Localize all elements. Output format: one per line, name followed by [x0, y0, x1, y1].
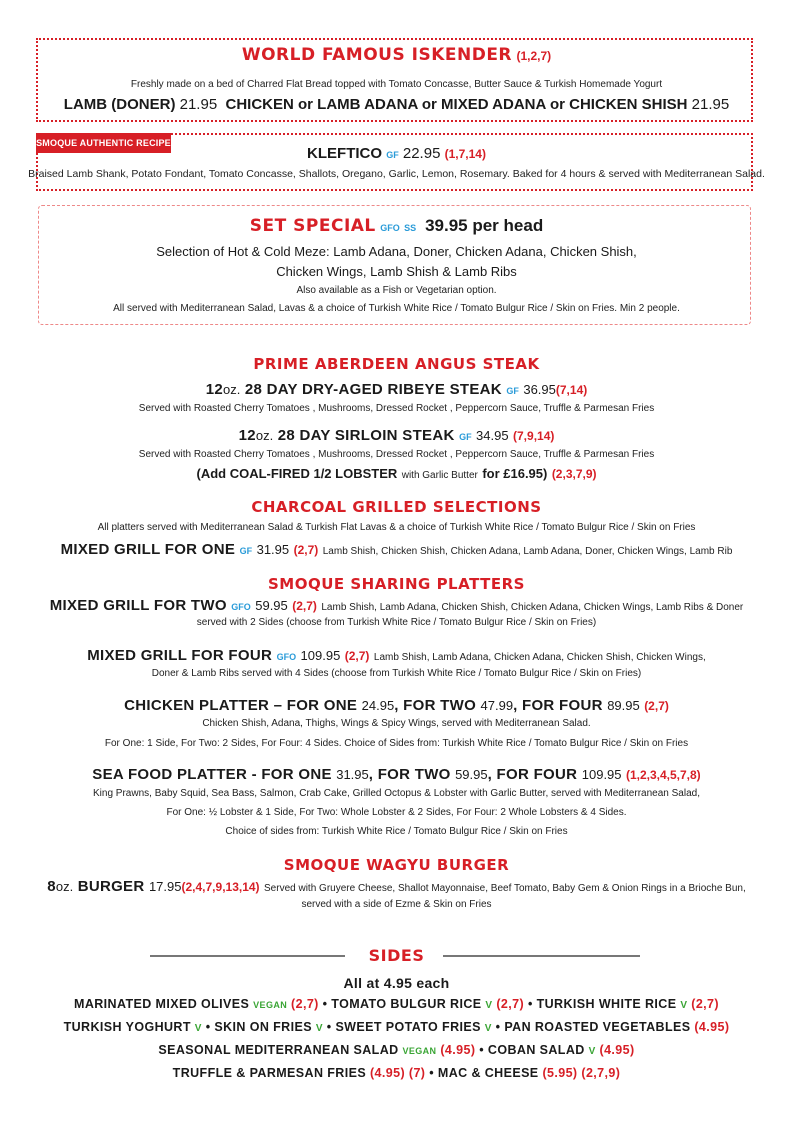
- sides-row-2: [0, 1020, 793, 1034]
- wagyu-section-title: SMOQUE WAGYU BURGER: [283, 856, 510, 874]
- seafood-platter-desc2: For One: ½ Lobster & 1 Side, For Two: Whole Lobster & 2 Sides, For Four: 2 Whole Lobsters & 4 Sides.: [166, 807, 627, 818]
- set-special-line2: Chicken Wings, Lamb Shish & Lamb Ribs: [276, 264, 517, 279]
- side-mac: MAC & CHEESE: [437, 1066, 539, 1080]
- side-coban: COBAN SALAD: [487, 1043, 585, 1057]
- sides-title: SIDES: [368, 946, 425, 965]
- mixed-grill-two-allergens: (2,7): [292, 599, 317, 613]
- ribeye-allergens: (7,14): [555, 383, 588, 397]
- set-special-line4: All served with Mediterranean Salad, Lavas & a choice of Turkish White Rice / Tomato Bulgur Rice / Skin on Fries. Min 2 people.: [113, 303, 680, 314]
- kleftico-gf-tag: GF: [386, 150, 399, 160]
- sides-row-3: [0, 1043, 793, 1057]
- side-bulgur-allergens: (2,7): [496, 997, 525, 1011]
- ribeye-gf-tag: GF: [506, 386, 519, 396]
- mixed-grill-four-name: MIXED GRILL FOR FOUR: [87, 647, 273, 664]
- seafood-platter-four: , FOR FOUR: [487, 766, 578, 783]
- sirloin-oz: oz.: [255, 428, 274, 443]
- iskender-description: Freshly made on a bed of Charred Flat Bread topped with Tomato Concasse, Butter Sauce & Turkish Homemade Yogurt: [130, 79, 663, 90]
- side-olives-vegan-tag: VEGAN: [253, 1000, 288, 1010]
- seafood-platter-one-price: 31.95: [336, 767, 369, 782]
- side-truffle-price: (4.95): [369, 1066, 406, 1080]
- mixed-grill-four-desc1: Lamb Shish, Lamb Adana, Chicken Adana, Chicken Shish, Chicken Wings,: [373, 652, 706, 663]
- iskender-chicken: CHICKEN or LAMB ADANA or MIXED ADANA or CHICKEN SHISH: [225, 96, 688, 113]
- seafood-platter: [0, 766, 793, 784]
- sirloin-size: 12: [238, 427, 256, 444]
- steak-section-title: PRIME ABERDEEN ANGUS STEAK: [253, 355, 540, 373]
- side-olives: MARINATED MIXED OLIVES: [74, 997, 250, 1011]
- bullet-separator: •: [479, 1043, 485, 1057]
- chicken-platter-one: CHICKEN PLATTER – FOR ONE: [124, 697, 358, 714]
- side-med-salad: SEASONAL MEDITERRANEAN SALAD: [158, 1043, 399, 1057]
- iskender-lamb: LAMB (DONER): [63, 96, 176, 113]
- side-olives-allergens: (2,7): [291, 997, 319, 1011]
- wagyu-name: BURGER: [77, 878, 145, 895]
- seafood-platter-four-price: 109.95: [581, 767, 622, 782]
- side-skin-fries: SKIN ON FRIES: [214, 1020, 312, 1034]
- ribeye-price: 36.95: [523, 382, 556, 397]
- wagyu-size: 8: [47, 878, 56, 895]
- side-mac-allergens: (2,7,9): [581, 1066, 621, 1080]
- set-special-ss-tag: SS: [404, 223, 417, 233]
- mixed-grill-two-price: 59.95: [255, 598, 288, 613]
- ribeye-size: 12: [205, 381, 224, 398]
- seafood-platter-allergens: (1,2,3,4,5,7,8): [625, 768, 701, 782]
- mixed-grill-four-allergens: (2,7): [344, 649, 370, 663]
- set-special-price: 39.95 per head: [425, 216, 544, 235]
- kleftico-price: 22.95: [402, 145, 441, 162]
- lobster-addon: [0, 465, 793, 483]
- iskender-heading: [0, 45, 793, 65]
- set-special-heading: [0, 216, 793, 236]
- side-med-salad-price: (4.95): [440, 1043, 476, 1057]
- mixed-grill-two-desc2: served with 2 Sides (choose from Turkish White Rice / Tomato Bulgur Rice / Skin on Fries): [196, 617, 597, 628]
- kleftico-heading: [0, 145, 793, 162]
- side-bulgur: TOMATO BULGUR RICE: [331, 997, 482, 1011]
- bullet-separator: •: [495, 1020, 501, 1034]
- wagyu-desc2: served with a side of Ezme & Skin on Fries: [301, 899, 492, 910]
- kleftico-allergens: (1,7,14): [444, 147, 486, 161]
- kleftico-name: KLEFTICO: [307, 145, 383, 162]
- wagyu-allergens: (2,4,7,9,13,14): [181, 880, 260, 894]
- side-bulgur-v-tag: V: [485, 1000, 493, 1011]
- chicken-platter: [0, 697, 793, 715]
- charcoal-note: All platters served with Mediterranean Salad & Turkish Flat Lavas & a choice of Turkish White Rice / Tomato Bulgur Rice / Skin on Fries: [97, 522, 696, 533]
- chicken-platter-desc1: Chicken Shish, Adana, Thighs, Wings & Spicy Wings, served with Mediterranean Salad.: [202, 718, 591, 729]
- seafood-platter-two: , FOR TWO: [368, 766, 451, 783]
- sides-row-1: [0, 997, 793, 1011]
- mixed-grill-one-description: Lamb Shish, Chicken Shish, Chicken Adana, Lamb Adana, Doner, Chicken Wings, Lamb Rib: [322, 546, 733, 557]
- chicken-platter-allergens: (2,7): [644, 699, 669, 713]
- mixed-grill-four-gfo-tag: GFO: [276, 652, 297, 662]
- mixed-grill-four-desc2: Doner & Lamb Ribs served with 4 Sides (choose from Turkish White Rice / Tomato Bulgur Rice / Skin on Fries): [151, 668, 642, 679]
- bullet-separator: •: [205, 1020, 211, 1034]
- mixed-grill-one-allergens: (2,7): [293, 543, 319, 557]
- bullet-separator: •: [527, 997, 533, 1011]
- wagyu-burger: [0, 878, 793, 896]
- mixed-grill-four-price: 109.95: [300, 648, 341, 663]
- side-coban-price: (4.95): [599, 1043, 635, 1057]
- mixed-grill-one-gf-tag: GF: [239, 546, 253, 556]
- seafood-platter-one: SEA FOOD PLATTER - FOR ONE: [92, 766, 332, 783]
- sirloin-price: 34.95: [476, 428, 509, 443]
- side-white-rice: TURKISH WHITE RICE: [536, 997, 677, 1011]
- side-pan-veg: PAN ROASTED VEGETABLES: [504, 1020, 691, 1034]
- sirloin-gf-tag: GF: [459, 432, 472, 442]
- set-special-title: SET SPECIAL: [249, 216, 376, 236]
- chicken-platter-one-price: 24.95: [361, 698, 395, 713]
- bullet-separator: •: [322, 997, 328, 1011]
- sides-row-4: [0, 1066, 793, 1080]
- mixed-grill-four: [0, 647, 793, 665]
- sirloin-allergens: (7,9,14): [513, 429, 555, 443]
- wagyu-oz: oz.: [55, 879, 74, 894]
- iskender-lamb-price: 21.95: [179, 96, 218, 113]
- mixed-grill-two-desc1: Lamb Shish, Lamb Adana, Chicken Shish, Chicken Adana, Chicken Wings, Lamb Ribs & Doner: [321, 602, 744, 613]
- side-mac-price: (5.95): [542, 1066, 578, 1080]
- seafood-platter-desc1: King Prawns, Baby Squid, Sea Bass, Salmon, Crab Cake, Grilled Octopus & Lobster with Garlic Butter, served with Mediterranean Salad,: [93, 788, 700, 799]
- ribeye-description: Served with Roasted Cherry Tomatoes , Mushrooms, Dressed Rocket , Peppercorn Sauce, Truffle & Parmesan Fries: [138, 403, 655, 414]
- authentic-recipe-badge: SMOQUE AUTHENTIC RECIPE: [36, 133, 171, 153]
- bullet-separator: •: [326, 1020, 332, 1034]
- sides-subtitle: All at 4.95 each: [343, 975, 450, 991]
- sirloin-description: Served with Roasted Cherry Tomatoes , Mushrooms, Dressed Rocket , Peppercorn Sauce, Truffle & Parmesan Fries: [138, 449, 655, 460]
- lobster-addon-a: (Add COAL-FIRED 1/2 LOBSTER: [196, 466, 398, 481]
- chicken-platter-four: , FOR FOUR: [513, 697, 603, 714]
- iskender-options: [0, 96, 793, 113]
- mixed-grill-two-gfo-tag: GFO: [231, 602, 251, 612]
- side-sweet-fries-v-tag: V: [484, 1023, 492, 1034]
- mixed-grill-two: [0, 597, 793, 615]
- side-truffle: TRUFFLE & PARMESAN FRIES: [172, 1066, 367, 1080]
- iskender-allergens: (1,2,7): [516, 49, 552, 63]
- side-truffle-allergens: (7): [408, 1066, 426, 1080]
- iskender-title: WORLD FAMOUS ISKENDER: [241, 45, 513, 65]
- set-special-line1: Selection of Hot & Cold Meze: Lamb Adana, Doner, Chicken Adana, Chicken Shish,: [156, 244, 637, 259]
- lobster-allergens: (2,3,7,9): [551, 467, 597, 481]
- seafood-platter-two-price: 59.95: [455, 767, 488, 782]
- chicken-platter-two: , FOR TWO: [394, 697, 477, 714]
- chicken-platter-desc2: For One: 1 Side, For Two: 2 Sides, For Four: 4 Sides. Choice of Sides from: Turkish White Rice / Tomato Bulgur Rice / Skin on Fries: [104, 738, 689, 749]
- ribeye-heading: [0, 381, 793, 399]
- lobster-addon-b: with Garlic Butter: [401, 470, 478, 481]
- lobster-addon-c: for £16.95): [482, 466, 548, 481]
- charcoal-section-title: CHARCOAL GRILLED SELECTIONS: [251, 498, 542, 516]
- mixed-grill-one-price: 31.95: [256, 542, 290, 557]
- side-med-salad-vegan-tag: VEGAN: [402, 1046, 437, 1056]
- chicken-platter-two-price: 47.99: [480, 698, 514, 713]
- side-pan-veg-price: (4.95): [694, 1020, 730, 1034]
- side-skin-fries-v-tag: V: [315, 1023, 323, 1034]
- sirloin-name: 28 DAY SIRLOIN STEAK: [277, 427, 455, 444]
- set-special-gfo-tag: GFO: [380, 223, 400, 233]
- ribeye-name: 28 DAY DRY-AGED RIBEYE STEAK: [244, 381, 502, 398]
- set-special-line3: Also available as a Fish or Vegetarian option.: [296, 285, 497, 296]
- side-yoghurt: TURKISH YOGHURT: [63, 1020, 191, 1034]
- side-yoghurt-v-tag: V: [194, 1023, 202, 1034]
- side-white-rice-v-tag: V: [680, 1000, 688, 1011]
- side-sweet-fries: SWEET POTATO FRIES: [335, 1020, 481, 1034]
- wagyu-price: 17.95: [148, 879, 182, 894]
- ribeye-oz: oz.: [223, 382, 241, 397]
- mixed-grill-one: [0, 541, 793, 559]
- side-coban-v-tag: V: [588, 1046, 596, 1057]
- wagyu-desc1: Served with Gruyere Cheese, Shallot Mayonnaise, Beef Tomato, Baby Gem & Onion Rings in a Brioche Bun,: [264, 883, 746, 894]
- side-white-rice-allergens: (2,7): [691, 997, 719, 1011]
- chicken-platter-four-price: 89.95: [607, 698, 640, 713]
- bullet-separator: •: [429, 1066, 435, 1080]
- kleftico-description: Braised Lamb Shank, Potato Fondant, Tomato Concasse, Shallots, Oregano, Garlic, Lemon, Rosemary. Baked for 4 hours & served with Mediterranean Salad.: [28, 168, 765, 180]
- mixed-grill-one-name: MIXED GRILL FOR ONE: [60, 541, 236, 558]
- seafood-platter-desc3: Choice of sides from: Turkish White Rice / Tomato Bulgur Rice / Skin on Fries: [225, 826, 568, 837]
- mixed-grill-two-name: MIXED GRILL FOR TWO: [49, 597, 227, 614]
- sirloin-heading: [0, 427, 793, 445]
- sharing-section-title: SMOQUE SHARING PLATTERS: [268, 575, 525, 593]
- iskender-chicken-price: 21.95: [691, 96, 730, 113]
